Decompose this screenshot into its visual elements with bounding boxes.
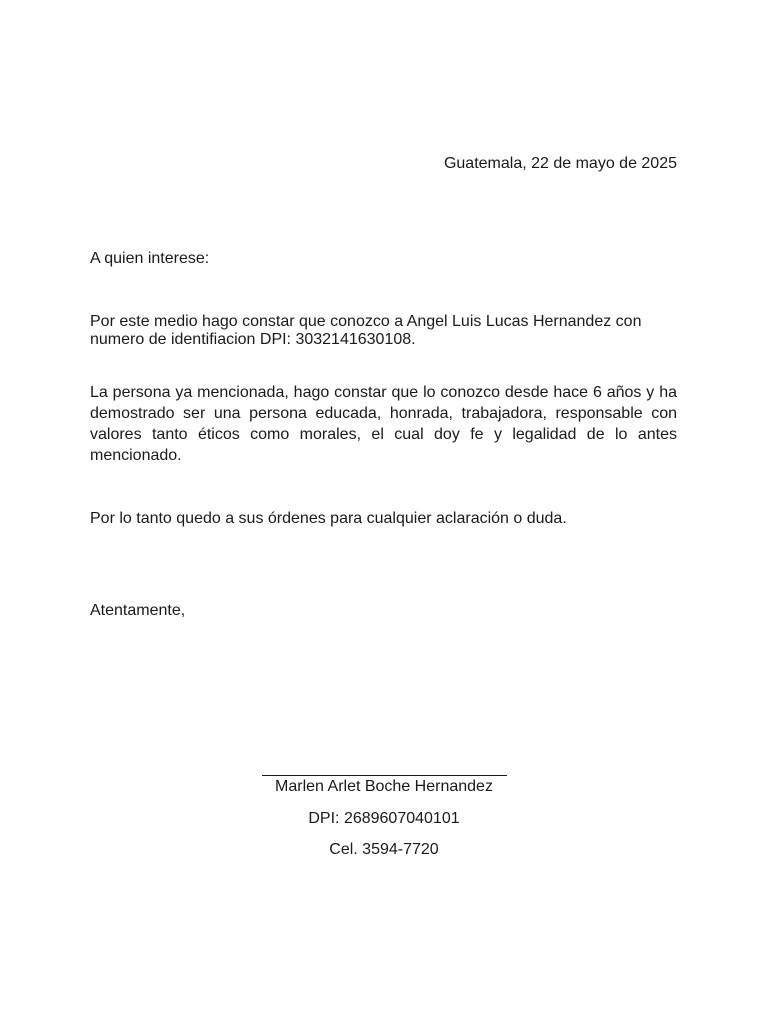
signer-dpi: DPI: 2689607040101 [308, 810, 460, 827]
signer-phone: Cel. 3594-7720 [329, 841, 439, 858]
paragraph-availability: Por lo tanto quedo a sus órdenes para cualquier aclaración o duda. [90, 510, 567, 527]
signer-name: Marlen Arlet Boche Hernandez [275, 778, 493, 795]
date-line: Guatemala, 22 de mayo de 2025 [443, 155, 677, 172]
paragraph-identification: Por este medio hago constar que conozco a Angel Luis Lucas Hernandez con numero de identifiacion DPI: 3032141630108. [90, 313, 642, 348]
closing: Atentamente, [90, 602, 186, 619]
paragraph-character-reference: La persona ya mencionada, hago constar que lo conozco desde hace 6 años y ha demostrado ser una persona educada, honrada, trabajadora, responsable con valores tanto éticos como morales, el cual doy fe y legalidad de lo antes mencionado. [90, 384, 677, 464]
signature-block [0, 775, 768, 860]
signature-line [262, 775, 507, 776]
salutation: A quien interese: [90, 250, 210, 267]
